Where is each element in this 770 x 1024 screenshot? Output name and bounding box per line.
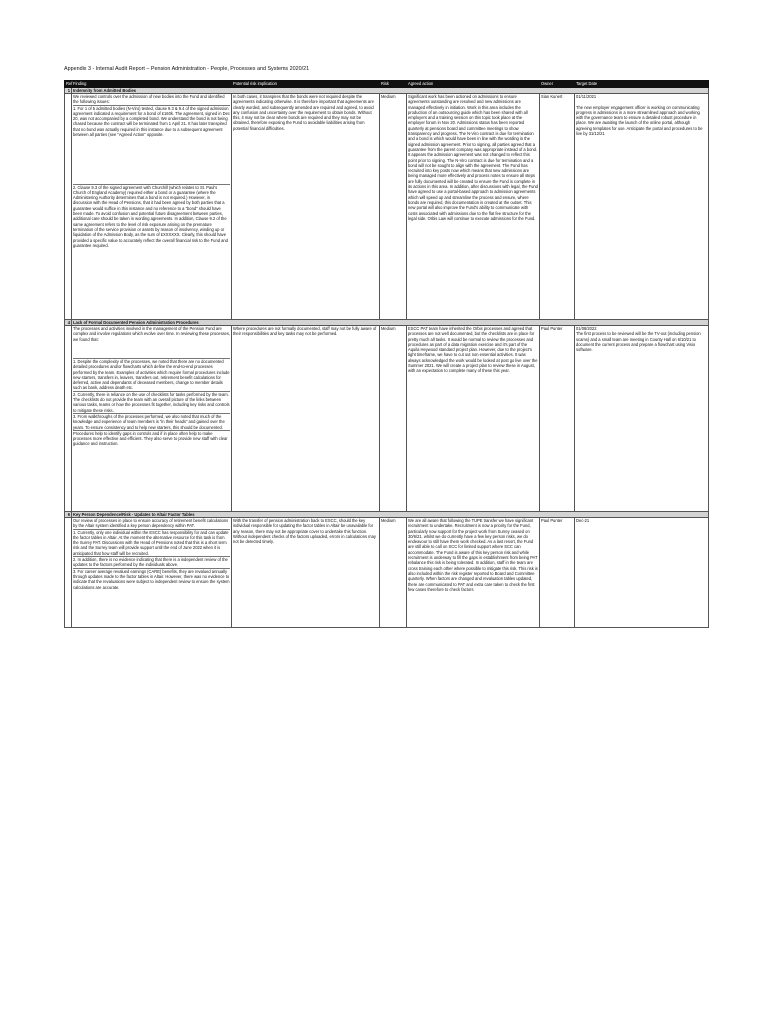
risk-level-cell: Medium	[380, 518, 407, 628]
agreed-action-cell: ESCC PAT team have inherited the Orbis processes and agreed that processes are not well documented, but the checklists are in place for pretty much all tasks. It would be normal to review the processes and procedures as part of a data migration exercise and it's part of the Aquila Heywood standard project plan. However, due to the project's tight timeframe, we have to cut out non essential activities. It was always acknowledged the work would be looked at post go live over the Summer 2021. We will create a project plan to review these in August, with an expectation to complete many of these this year.	[407, 326, 540, 512]
header-risk-implication: Potential risk implication	[232, 81, 380, 88]
risk-level-cell: Medium	[380, 326, 407, 512]
finding-paragraph: 2. Clause 9.3 of the signed agreement with Churchill (which relates to St. Paul's Church of England Academy) required either a bond or a guarantee (where the Administering Authority determines that a bond is not required.) However, in discussion with the Head of Pensions, that it had been agreed by both parties that a guarantee would suffice in this instance and no reference to a "bond" should have been made. To avoid confusion and potential future disagreement between parties, additional care should be taken in wording agreements. In addition, Clause 9.2 of the same agreement refers to the level of risk exposure arising on the premature termination of the service provision or assets by reason of insolvency, winding up or liquidation of the Admission Body, as the sum of £XXXXXX. Clearly, this should have provided a specific value to accurately reflect the overall financial risk to the Fund and guarantee required.	[73, 184, 228, 248]
risk-implication-cell: In both cases, it transpires that the bonds were not required despite the agreements indicating otherwise. It is therefore important that agreements are clearly worded, and subsequently amended are required and agreed, to avoid any confusion and uncertainty over the requirement to obtain bonds. Without this, it may not be clear where bonds are required and they may not be obtained, therefore exposing the Fund to avoidable liabilities arising from potential financial difficulties.	[232, 94, 380, 320]
owner-cell: Sian Kunert	[540, 94, 575, 320]
section-title: Indemnity from Admitted Bodies	[72, 88, 709, 94]
risk-level-cell: Medium	[380, 94, 407, 320]
header-target-date: Target Date	[575, 81, 709, 88]
finding-paragraph: Procedures help to identify gaps in controls and if in place often help to make processes more effective and efficient. They also serve to provide new staff with clear guidance and instruction.	[73, 430, 228, 447]
table-row	[65, 94, 709, 320]
risk-implication-cell: With the transfer of pension administration back to ESCC, should the key individual responsible for updating the factor tables in Altair be unavailable for any reason, there may not be appropriate cover to undertake this function. Without independent checks of the factors uploaded, errors in calculations may not be detected timely.	[232, 518, 380, 628]
owner-cell: Paul Punter	[540, 518, 575, 628]
finding-paragraph: 1. Currently, only one individual within the ESCC has responsibility for and can update the factor tables in Altair. At the moment the alternative resource for this task is from the Surrey PAT. Discussions with the Head of Pensions noted that this is a short term risk and the Surrey team will provide support until the end of June 2022 when it is anticipated that how staff will be recruited.	[73, 529, 229, 556]
finding-paragraph: 2. Currently, there is reliance on the use of checklists for tasks performed by the team. The checklists do not provide the team with an overall picture of the links between various tasks, teams or how the processes fit together, including key risks and controls to mitigate these risks.	[73, 391, 230, 413]
target-date-cell: 01/11/2021 The new employer engagement officer is working on communicating progress in admissions in a more streamlined approach and working with the governance team to ensure a detailed robust procedure in place. We are awaiting the launch of the online portal, although agreeing templates for use. Anticipate the portal and procedures to be live by 31/12/21	[575, 94, 709, 320]
page-title: Appendix 3 - Internal Audit Report – Pension Administration - People, Processes and Systems 2020/21	[64, 66, 310, 72]
finding-cell	[72, 326, 232, 512]
agreed-action-cell: We are all aware that following the TUPE transfer we have significant recruitment to undertake. Recruitment is now a priority for the Fund, particularly now support for the project work from Surrey ceased on 30/6/21. whilst we do currently have a few key person risks, we do endeavour to still have them work checked. As a last resort, the Fund are still able to call on SCC for limited support where SCC can accommodate. The Fund is aware of this key person risk and while recruitment is underway to fill the gaps in establishment from being PAT rebalance this risk is being tolerated. In addition, staff in the team are cross training each other where possible to mitigate this risk. This risk is also included within the risk register reported to Board and Committee quarterly. When factors are changed and revaluation tables updated, there are communicated to PAT and extra care taken to check the first few cases therefore to check factors	[407, 518, 540, 628]
target-date-cell: 01/08/2022 The first process to be reviewed will be the TV-out (including pension scams) and a small team are meeting in County Hall on 6/10/21 to document the current process and prepare a flowchart using Visio software.	[575, 326, 709, 512]
section-ref: 1	[65, 88, 72, 94]
finding-paragraph: 3. From walkthroughs of the processes performed, we also noted that much of the knowledge and experience of team members is "in their heads" and gained over the years. To ensure consistency and to help new starters, this should be documented.	[73, 414, 230, 431]
finding-cell	[72, 94, 232, 320]
section-title: Key Person Dependence/Risk - Updates to Altair Factor Tables	[72, 512, 709, 518]
table-row	[65, 326, 709, 512]
audit-findings-table	[64, 80, 709, 628]
finding-cell	[72, 518, 232, 628]
header-owner: Owner	[540, 81, 575, 88]
agreed-action-cell: Significant work has been actioned on admissions to ensure agreements outstanding are resolved and new admissions are managed effectively in initiation. Work in this area includes the production of an outsourcing guide which has been shared with all employers and a training session on this topic took place at the employer forum in Nov 20. Admissions status has been reported quarterly at pensions board and committee meetings to show transparency and progress. The N-Viro contract is due for termination and a bond is which would have been in line with the wording in the signed admission agreement. Prior to signing, all parties agreed that a guarantee from the parent company was appropriate instead of a bond. It appears the admission agreement was not changed to reflect this point prior to signing. The N-Viro contract is due for termination and a bond will not be sought to align with the agreement. The Fund has recruited into key posts now which means that new admissions are being managed more effectively and process notes to ensure all steps are fully documented will be created to ensure the Fund is complete in its actions in this area. In addition, after discussions with legal, the Fund have agreed to use a portal-based approach to admission agreements which will speed up and streamline the process and ensure, where bonds are required, this documentation is created at the outset. This new portal will also improve the Fund's ability to communicate with costs associated with admissions due to the flat fee structure for the legal side. Orbis Law will continue to execute admissions for the Fund.	[407, 94, 540, 320]
header-agreed-action: Agreed action	[407, 81, 540, 88]
header-finding: Finding	[72, 81, 232, 88]
section-ref: 4	[65, 320, 72, 326]
finding-paragraph: 2. In addition, there is no evidence indicating that there is a independent review of the updates to the factors performed by the individuals above.	[73, 557, 230, 569]
target-date-cell: Dec-21	[575, 518, 709, 628]
finding-paragraph: 3. For career average revalued earnings (CARE) benefits, they are revalued annually through updates made to the factor tables in Altair. However, there was no evidence to indicate that the revaluations were subject to independent review to ensure the system calculations are accurate.	[73, 568, 230, 590]
risk-implication-cell: Where procedures are not formally documented, staff may not be fully aware of their responsibilities and key tasks may not be performed.	[232, 326, 380, 512]
table-row	[65, 518, 709, 628]
finding-paragraph: Our review of processes in place to ensure accuracy of retirement benefit calculations by the Altair system identified a key person dependency within PAT.	[73, 518, 229, 529]
owner-cell: Paul Punter	[540, 326, 575, 512]
header-ref: Ref	[66, 81, 73, 86]
finding-paragraph: 1. For 1 of 5 admitted bodies (N-Viro) tested, clause 9.3 & 9.4 of the signed admission agreement indicated a requirement for a bond of £160k. The agreement, signed in Dec 20, was not accompanied by a completed bond. We understand the bond is not being chased because the contract will be terminated from 1 April 21. It has later transpired that no bond was actually required in this instance due to a subsequent agreement between all parties (see "Agreed Action" opposite.	[73, 106, 230, 185]
section-title: Lack of Formal Documented Pension Administration Procedures	[72, 320, 709, 326]
finding-paragraph: 1. Despite the complexity of the processes, we noted that there are no documented detailed procedures and/or flowcharts which define the end-to-end processes performed by the team. Examples of activities which require formal procedures include new starters, transfers in, leavers, transfers out, retirement benefit calculations for deferred, active and dependants of deceased members, change to member details such as bank, address death etc.	[73, 359, 230, 391]
section-ref: 6	[65, 512, 72, 518]
finding-paragraph: The processes and activities involved in the management of the Pension Fund are complex and involve regulations which evolve over time. In reviewing these processes, we found that:	[73, 326, 230, 359]
finding-paragraph: We reviewed controls over the admission of new bodies into the Fund and identified the following issues:	[73, 94, 230, 106]
table-header-row	[65, 81, 709, 88]
header-risk: Risk	[380, 81, 407, 88]
